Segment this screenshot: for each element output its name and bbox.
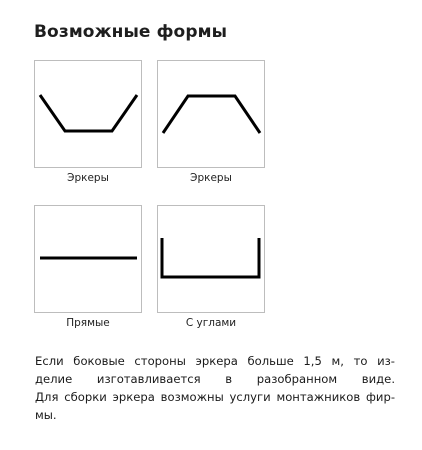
shape-caption: Эркеры (190, 172, 232, 184)
description-line: делие изготавливается в разобранном виде. (35, 372, 395, 386)
straight-shape-icon (35, 206, 141, 312)
description-line: Для сборки эркера возможны услуги монтажников фир- (35, 390, 395, 404)
shape-caption: Эркеры (67, 172, 109, 184)
shape-card-straight[interactable] (34, 205, 142, 313)
description-line: мы. (35, 408, 57, 422)
bay-window-inverted-shape-icon (158, 61, 264, 167)
cornered-shape-icon (158, 206, 264, 312)
shape-card-bay-trapezoid[interactable] (34, 60, 142, 168)
shape-card-cornered[interactable] (157, 205, 265, 313)
shape-card-bay-inverted[interactable] (157, 60, 265, 168)
shape-caption: С углами (185, 317, 237, 329)
shape-caption: Прямые (66, 317, 110, 329)
page-title: Возможные формы (34, 22, 228, 42)
description-line: Если боковые стороны эркера больше 1,5 м, то из- (35, 354, 395, 368)
description-text (35, 352, 395, 424)
bay-window-shape-icon (35, 61, 141, 167)
